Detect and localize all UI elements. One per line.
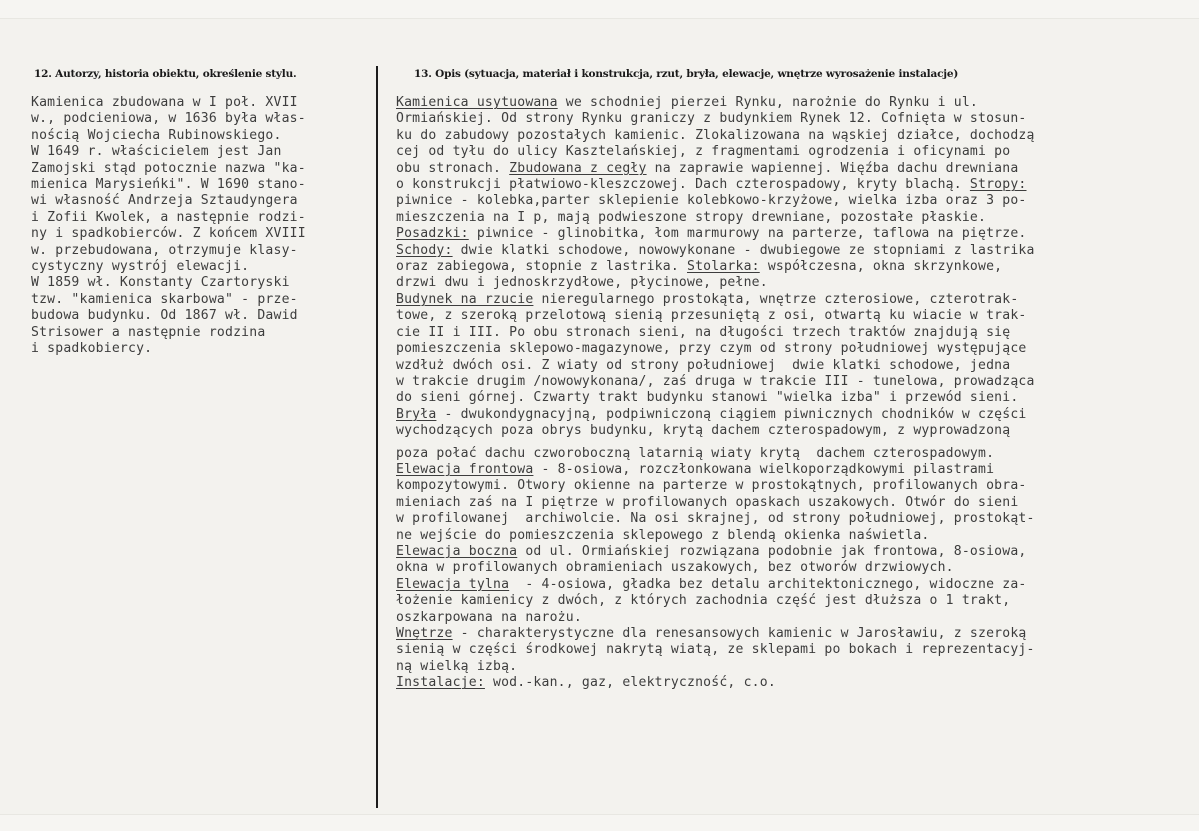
description-line: [396, 610, 1035, 626]
page-top-margin: [0, 0, 1199, 19]
history-line: mienica Marysieńki". W 1690 stano-: [31, 177, 306, 193]
history-line: ny i spadkobierców. Z końcem XVIII: [31, 226, 306, 242]
line-pre: obu stronach.: [396, 160, 510, 176]
history-text: [31, 95, 306, 358]
line-text: - dwukondygnacyjną, podpiwniczoną ciągiem piwnicznych chodników w części: [436, 406, 1027, 422]
description-line: [396, 275, 1035, 291]
description-line: [396, 528, 1035, 544]
description-line: [396, 358, 1035, 374]
line-text: mieniach zaś na I piętrze w profilowanych opaskach uszakowych. Otwór do sieni: [396, 494, 1019, 510]
line-text: - 4-osiowa, gładka bez detalu architektonicznego, widoczne za-: [509, 576, 1027, 592]
history-line: wi własność Andrzeja Sztaudyngera: [31, 193, 298, 209]
section-heading: Wnętrze: [396, 626, 453, 641]
description-line: [396, 642, 1035, 658]
description-line: [396, 407, 1035, 423]
description-line: [396, 390, 1035, 406]
line-text: Ormiańskiej. Od strony Rynku graniczy z budynkiem Rynek 12. Cofnięta w stosun-: [396, 111, 1027, 127]
history-line: i spadkobiercy.: [31, 341, 153, 357]
line-text: w profilowanej archiwolcie. Na osi skrajnej, od strony południowej, prostokąt-: [396, 511, 1035, 527]
line-text: sienią w części środkowej nakrytą wiatą, ze sklepami po bokach i reprezentacyj-: [396, 642, 1035, 658]
line-text: poza połać dachu czworoboczną latarnią wiaty krytą dachem czterospadowym.: [396, 445, 995, 461]
description-line: [396, 226, 1035, 242]
line-text: okna w profilowanych obramieniach uszakowych, bez otworów drzwiowych.: [396, 560, 954, 576]
line-text: wod.-kan., gaz, elektryczność, c.o.: [484, 675, 776, 691]
history-line: W 1859 wł. Konstanty Czartoryski: [31, 275, 290, 291]
line-text: nieregularnego prostokąta, wnętrze czterosiowe, czterotrak-: [533, 291, 1019, 307]
description-line: [396, 675, 1035, 691]
description-line: [396, 446, 1035, 462]
description-line: [396, 111, 1035, 127]
description-line: [396, 292, 1035, 308]
description-line: [396, 478, 1035, 494]
line-text: cej od tyłu do ulicy Kasztelańskiej, z fragmentami ogrodzenia i oficynami po: [396, 144, 1011, 160]
line-text: pomieszczenia sklepowo-magazynowe, przy czym od strony południowej występujące: [396, 341, 1027, 357]
description-line: [396, 341, 1035, 357]
description-line: [396, 374, 1035, 390]
line-text: na zaprawie wapiennej. Więźba dachu drewniana: [646, 160, 1019, 176]
section-heading: Budynek na rzucie: [396, 291, 534, 307]
history-line: tzw. "kamienica skarbowa" - prze-: [31, 291, 298, 307]
line-pre: o konstrukcji płatwiowo-kleszczowej. Dach czterospadowy, kryty blachą.: [396, 177, 970, 193]
description-line: [396, 659, 1035, 675]
description-line: [396, 495, 1035, 511]
line-text: piwnice - glinobitka, łom marmurowy na parterze, taflowa na piętrze.: [468, 226, 1027, 242]
page-bottom-margin: [0, 814, 1199, 831]
history-line: cystyczny wystrój elewacji.: [31, 259, 250, 275]
description-line: [396, 462, 1035, 478]
history-line: w. przebudowana, otrzymuje klasy-: [31, 242, 298, 258]
description-text: [396, 95, 1035, 692]
history-line: Strisower a następnie rodzina: [31, 324, 266, 340]
line-text: cie II i III. Po obu stronach sieni, na długości trzech traktów znajdują się: [396, 324, 1011, 340]
section-12-header: 12. Autorzy, historia obiektu, określenie stylu.: [34, 68, 297, 80]
line-text: mieszczenia na I p, mają podwieszone stropy drewniane, pozostałe płaskie.: [396, 209, 987, 225]
line-text: kompozytowymi. Otwory okienne na parterze w prostokątnych, profilowanych obra-: [396, 478, 1027, 494]
description-line: [396, 144, 1035, 160]
section-heading: Stolarka:: [687, 259, 760, 275]
line-text: łożenie kamienicy z dwóch, z których zachodnia część jest dłuższa o 1 trakt,: [396, 593, 1011, 609]
description-line: [396, 423, 1035, 439]
description-line: [396, 626, 1035, 642]
section-heading: Bryła: [396, 406, 437, 422]
line-text: we schodniej pierzei Rynku, narożnie do Rynku i ul.: [557, 95, 978, 110]
column-divider: [376, 66, 378, 808]
line-text: ną wielką izbą.: [396, 658, 518, 674]
section-heading: Posadzki:: [396, 226, 469, 242]
description-line: [396, 544, 1035, 560]
description-line: [396, 577, 1035, 593]
line-text: od ul. Ormiańskiej rozwiązana podobnie jak frontowa, 8-osiowa,: [517, 543, 1027, 559]
line-text: drzwi dwu i jednoskrzydłowe, płycinowe, pełne.: [396, 275, 768, 291]
section-heading: Elewacja frontowa: [396, 461, 534, 477]
description-line: [396, 128, 1035, 144]
history-line: budowa budynku. Od 1867 wł. Dawid: [31, 308, 298, 324]
description-line: [396, 593, 1035, 609]
section-heading: Stropy:: [969, 177, 1027, 193]
section-heading: Instalacje:: [396, 675, 485, 691]
description-line: [396, 193, 1035, 209]
history-line: Zamojski stąd potocznie nazwa "ka-: [31, 160, 306, 176]
description-line: [396, 325, 1035, 341]
section-heading: Kamienica usytuowana: [396, 95, 558, 110]
description-line: [396, 210, 1035, 226]
history-line: w., podcieniowa, w 1636 była włas-: [31, 111, 306, 127]
line-text: dwie klatki schodowe, nowowykonane - dwubiegowe ze stopniami z lastrika: [452, 242, 1035, 258]
line-pre: oraz zabiegowa, stopnie z lastrika.: [396, 259, 687, 275]
history-line: nością Wojciecha Rubinowskiego.: [31, 127, 282, 143]
line-text: piwnice - kolebka,parter sklepienie kolebkowo-krzyżowe, wielka izba oraz 3 po-: [396, 193, 1027, 209]
line-text: - 8-osiowa, rozczłonkowana wielkoporządkowymi pilastrami: [533, 461, 995, 477]
section-heading: Elewacja boczna: [396, 543, 518, 559]
description-line: [396, 177, 1035, 193]
description-line: [396, 259, 1035, 275]
line-text: do sieni górnej. Czwarty trakt budynku stanowi "wielka izba" i przewód sieni.: [396, 390, 1019, 406]
line-text: wzdłuż dwóch osi. Z wiaty od strony południowej dwie klatki schodowe, jedna: [396, 357, 1011, 373]
line-text: współczesna, okna skrzynkowe,: [759, 259, 1003, 275]
line-text: towe, z szeroką przelotową sienią przesuniętą z osi, otwartą ku wiacie w trak-: [396, 308, 1027, 324]
line-text: ne wejście do pomieszczenia sklepowego z blendą okienka naświetla.: [396, 527, 930, 543]
history-line: W 1649 r. właścicielem jest Jan: [31, 144, 282, 160]
description-line: [396, 308, 1035, 324]
line-text: oszkarpowana na narożu.: [396, 609, 582, 625]
history-line: i Zofii Kwolek, a następnie rodzi-: [31, 209, 306, 225]
history-line: Kamienica zbudowana w I poł. XVII: [31, 95, 298, 110]
line-text: w trakcie drugim /nowowykonana/, zaś druga w trakcie III - tunelowa, prowadząca: [396, 373, 1035, 389]
section-heading: Elewacja tylna: [396, 576, 510, 592]
line-text: ku do zabudowy pozostałych kamienic. Zlokalizowana na wąskiej działce, dochodzą: [396, 127, 1035, 143]
description-line: [396, 161, 1035, 177]
line-text: - charakterystyczne dla renesansowych kamienic w Jarosławiu, z szeroką: [452, 626, 1027, 641]
description-line: [396, 243, 1035, 259]
section-heading: Zbudowana z cegły: [509, 160, 647, 176]
description-line: [396, 560, 1035, 576]
description-line: [396, 95, 1035, 111]
line-text: wychodzących poza obrys budynku, krytą dachem czterospadowym, z wyprowadzoną: [396, 423, 1011, 439]
description-line: [396, 511, 1035, 527]
section-13-header: 13. Opis (sytuacja, materiał i konstrukcja, rzut, bryła, elewacje, wnętrze wyrosażenie instalacje): [414, 68, 959, 80]
section-heading: Schody:: [396, 242, 453, 258]
